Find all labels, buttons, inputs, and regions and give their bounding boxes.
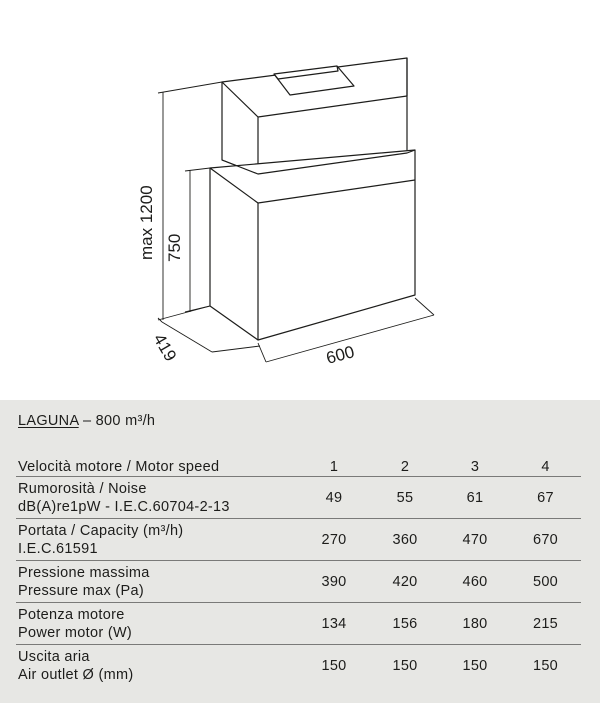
model-airflow: – 800 m³/h: [78, 413, 156, 429]
table-row-pressure: [16, 561, 581, 603]
table-cell: 67: [510, 477, 581, 519]
table-cell: 420: [370, 561, 440, 603]
row-label-line-2: Pressure max (Pa): [18, 582, 144, 599]
row-label: [16, 561, 298, 603]
table-cell: 150: [298, 645, 370, 687]
table-cell: 150: [440, 645, 510, 687]
dimension-total-height: max 1200: [137, 185, 156, 260]
table-cell: 670: [510, 519, 581, 561]
speed-2: 2: [400, 459, 410, 475]
hood-body-box: [210, 150, 415, 340]
speed-4: 4: [541, 459, 550, 475]
row-label: [16, 477, 298, 519]
table-cell: 150: [370, 645, 440, 687]
table-cell: 270: [298, 519, 370, 561]
speed-3: 3: [470, 459, 480, 475]
table-cell: 134: [298, 603, 370, 645]
row-label-line-2: dB(A)re1pW - I.E.C.60704-2-13: [18, 498, 230, 515]
spec-table: [16, 456, 581, 686]
table-row-power: [16, 603, 581, 645]
header-label: Velocità motore / Motor speed: [18, 459, 220, 475]
table-cell: 150: [510, 645, 581, 687]
table-row-air-outlet: [16, 645, 581, 687]
row-label-line-1: Uscita aria: [18, 648, 90, 665]
table-header-row: [16, 456, 581, 477]
row-label-line-1: Potenza motore: [18, 606, 125, 623]
speed-1: 1: [329, 459, 339, 475]
table-cell: 61: [440, 477, 510, 519]
row-label-line-2: Power motor (W): [18, 624, 133, 641]
table-row-capacity: [16, 519, 581, 561]
table-cell: 470: [440, 519, 510, 561]
row-label-line-1: Pressione massima: [18, 564, 150, 581]
table-cell: 460: [440, 561, 510, 603]
table-cell: 49: [298, 477, 370, 519]
table-cell: 180: [440, 603, 510, 645]
row-label-line-1: Portata / Capacity (m³/h): [18, 522, 184, 539]
model-title: [18, 413, 155, 429]
table-cell: 55: [370, 477, 440, 519]
dimension-depth: 419: [149, 330, 181, 365]
table-cell: 390: [298, 561, 370, 603]
row-label: [16, 645, 298, 687]
spec-panel: [0, 400, 600, 703]
table-cell: 360: [370, 519, 440, 561]
dimension-body-height: 750: [165, 233, 184, 262]
row-label-line-2: Air outlet Ø (mm): [18, 666, 134, 683]
row-label: [16, 519, 298, 561]
dimension-width: 600: [324, 342, 357, 368]
table-row-noise: [16, 477, 581, 519]
table-cell: 215: [510, 603, 581, 645]
table-cell: 500: [510, 561, 581, 603]
row-label-line-1: Rumorosità / Noise: [18, 480, 147, 497]
row-label-line-2: I.E.C.61591: [18, 540, 98, 557]
table-cell: 156: [370, 603, 440, 645]
model-name: LAGUNA: [18, 413, 79, 429]
row-label: [16, 603, 298, 645]
